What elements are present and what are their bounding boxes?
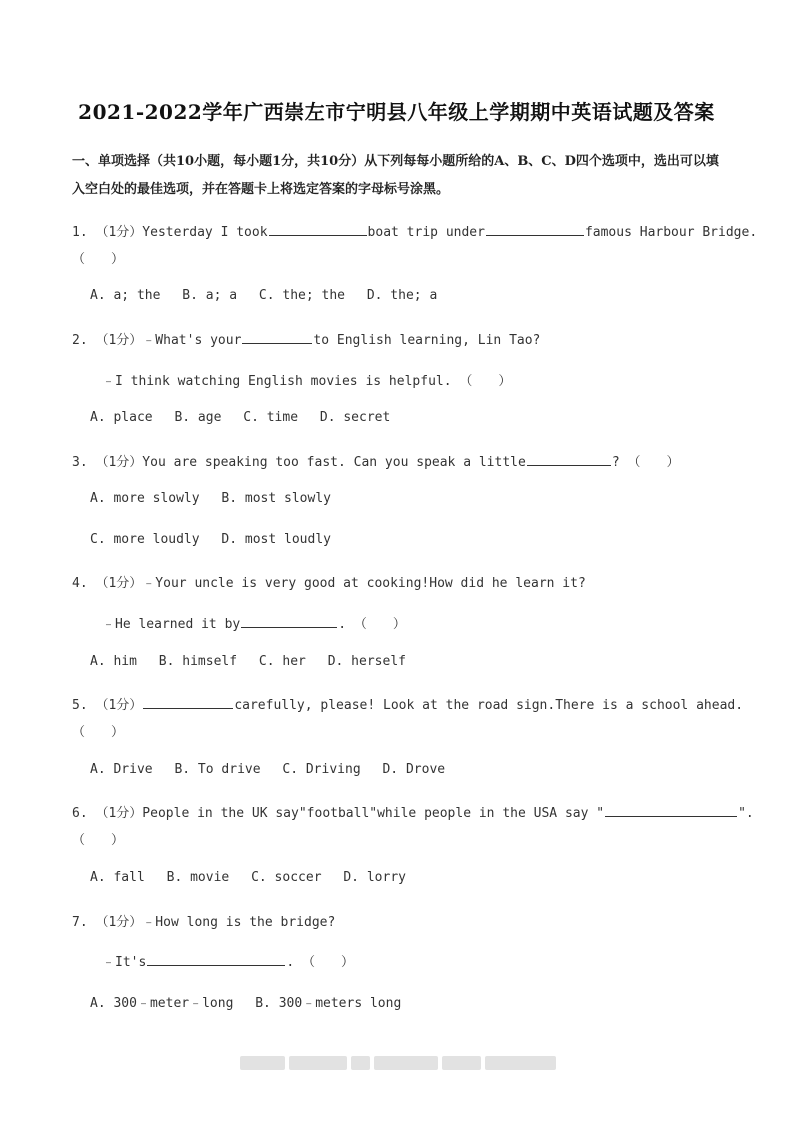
q5-option-c: C. Driving [282, 762, 361, 777]
q6-option-a: A. fall [90, 870, 145, 885]
q7-option-a: A. 300﹣meter﹣long [90, 996, 234, 1011]
question-1-stem [72, 221, 758, 240]
question-2-stem [72, 329, 540, 348]
q6-stem-part-a: 6. （1分）People in the UK say"football"while people in the USA say " [72, 806, 605, 821]
q1-option-a: A. a; the [90, 288, 161, 303]
q1-options [90, 288, 437, 303]
question-3-stem [72, 451, 679, 470]
q2-option-a: A. place [90, 410, 153, 425]
q4-reply-part-b: . （ ） [338, 617, 406, 632]
q6-option-d: D. lorry [343, 870, 406, 885]
q4-option-a: A. him [90, 654, 137, 669]
q7-reply-part-b: . （ ） [286, 955, 354, 970]
q3-option-c: C. more loudly [90, 532, 200, 547]
q1-blank-1 [269, 223, 367, 236]
q1-stem-part-b: boat trip under [367, 225, 485, 240]
q3-stem-part-b: ? （ ） [611, 455, 680, 470]
document-title: 2021-2022学年广西崇左市宁明县八年级上学期期中英语试题及答案 [78, 100, 715, 124]
q6-answer-bracket: （ ） [72, 833, 125, 848]
q3-blank [527, 453, 611, 466]
q7-reply-part-a: ﹣It's [102, 955, 147, 970]
q4-option-d: D. herself [327, 654, 406, 669]
q2-blank [242, 331, 312, 344]
q6-option-c: C. soccer [251, 870, 322, 885]
q2-option-c: C. time [243, 410, 299, 425]
q1-answer-bracket: （ ） [72, 252, 125, 267]
q5-option-a: A. Drive [90, 762, 153, 777]
q5-stem-part-a: 5. （1分） [72, 698, 143, 713]
q3-option-b: B. most slowly [221, 491, 331, 506]
q3-option-d: D. most loudly [221, 532, 331, 547]
q1-stem-part-c: famous Harbour Bridge. [584, 225, 758, 240]
q5-options [90, 762, 445, 777]
q1-option-d: D. the; a [366, 288, 438, 303]
question-7-stem: 7. （1分）﹣How long is the bridge? [72, 915, 336, 930]
question-4-stem: 4. （1分）﹣Your uncle is very good at cooking!How did he learn it? [72, 576, 586, 591]
q6-stem-part-b: ". [738, 806, 754, 821]
q5-answer-bracket: （ ） [72, 725, 125, 740]
q1-stem-part-a: 1. （1分）Yesterday I took [72, 225, 268, 240]
q2-option-d: D. secret [319, 410, 391, 425]
question-6-stem [72, 802, 754, 821]
section-instructions: 一、单项选择（共10小题，每小题1分，共10分）从下列每每小题所给的A、B、C、D四个选项中，选出可以填入空白处的最佳选项，并在答题卡上将选定答案的字母标号涂黑。 [72, 154, 719, 197]
q7-blank [147, 953, 285, 966]
q6-blank [605, 804, 737, 817]
blurred-footer-watermark [240, 1056, 556, 1070]
question-5-stem [72, 694, 744, 713]
q7-options [90, 992, 401, 1011]
q5-blank [143, 696, 233, 709]
q2-reply: ﹣I think watching English movies is helpful. （ ） [102, 374, 512, 389]
q4-reply [102, 613, 406, 632]
q1-blank-2 [486, 223, 584, 236]
q3-option-a: A. more slowly [90, 491, 200, 506]
q7-option-b: B. 300﹣meters long [255, 996, 402, 1011]
q1-option-b: B. a; a [182, 288, 238, 303]
q6-options [90, 870, 406, 885]
q2-stem-part-b: to English learning, Lin Tao? [313, 333, 541, 348]
q4-blank [241, 615, 337, 628]
q5-option-b: B. To drive [174, 762, 261, 777]
q5-stem-part-b: carefully, please! Look at the road sign.There is a school ahead. [234, 698, 744, 713]
q4-reply-part-a: ﹣He learned it by [102, 617, 241, 632]
q7-reply [102, 951, 354, 970]
q5-option-d: D. Drove [382, 762, 446, 777]
q3-stem-part-a: 3. （1分）You are speaking too fast. Can you speak a little [72, 455, 526, 470]
q4-option-b: B. himself [158, 654, 238, 669]
q3-options-row-2 [90, 532, 331, 547]
q4-options [90, 654, 406, 669]
q2-stem-part-a: 2. （1分）﹣What's your [72, 333, 242, 348]
q4-option-c: C. her [258, 654, 306, 669]
q3-options-row-1 [90, 491, 331, 506]
q2-options [90, 410, 390, 425]
q2-option-b: B. age [174, 410, 222, 425]
q6-option-b: B. movie [166, 870, 230, 885]
q1-option-c: C. the; the [258, 288, 345, 303]
